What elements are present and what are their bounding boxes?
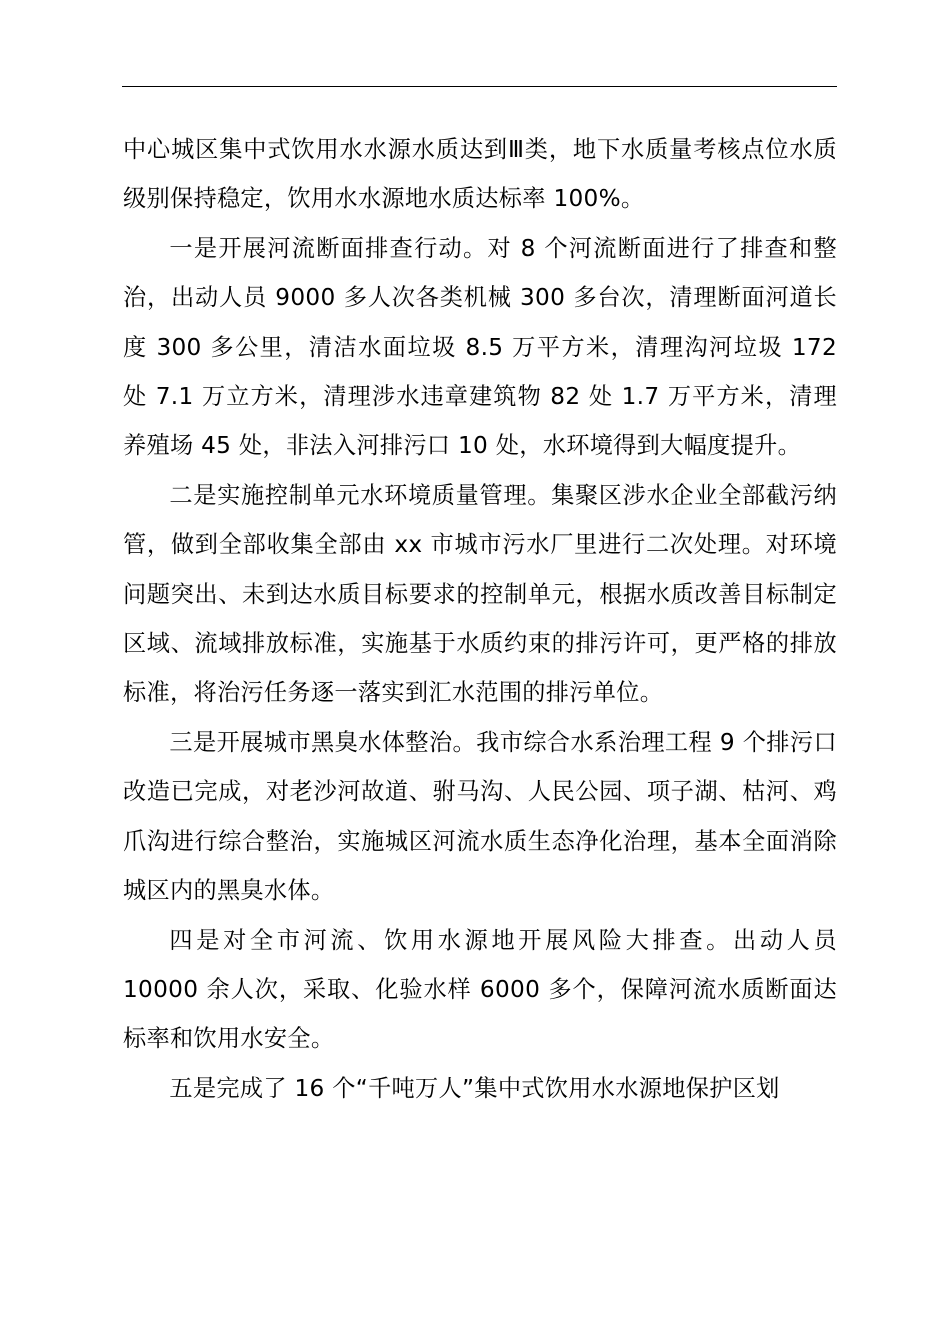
header-rule xyxy=(122,86,837,87)
paragraph-risk-inspection: 四是对全市河流、饮用水源地开展风险大排查。出动人员 10000 余人次，采取、化验水样 6000 多个，保障河流水质断面达标率和饮用水安全。 xyxy=(123,926,837,1053)
document-body xyxy=(123,125,837,1113)
paragraph-continuation: 中心城区集中式饮用水水源水质达到Ⅲ类，地下水质量考核点位水质级别保持稳定，饮用水水源地水质达标率 100%。 xyxy=(123,136,837,213)
paragraph-black-odorous-water: 三是开展城市黑臭水体整治。我市综合水系治理工程 9 个排污口改造已完成，对老沙河故道、驸马沟、人民公园、项子湖、枯河、鸡爪沟进行综合整治，实施城区河流水质生态净化治理，基本全面消除城区内的黑臭水体。 xyxy=(123,728,837,905)
paragraph-water-source-protection: 五是完成了 16 个“千吨万人”集中式饮用水水源地保护区划 xyxy=(169,1074,780,1102)
paragraph-river-section-inspection: 一是开展河流断面排查行动。对 8 个河流断面进行了排查和整治，出动人员 9000 多人次各类机械 300 多台次，清理断面河道长度 300 多公里，清洁水面垃圾 8.5 万平方米，清理沟河垃圾 172 处 7.1 万立方米，清理涉水违章建筑物 82 处 1.7 万平方米，清理养殖场 45 处，非法入河排污口 10 处，水环境得到大幅度提升。 xyxy=(123,234,837,460)
paragraph-control-unit-management: 二是实施控制单元水环境质量管理。集聚区涉水企业全部截污纳管，做到全部收集全部由 xx 市城市污水厂里进行二次处理。对环境问题突出、未到达水质目标要求的控制单元，根据水质改善目标制定区域、流域排放标准，实施基于水质约束的排污许可，更严格的排放标准，将治污任务逐一落实到汇水范围的排污单位。 xyxy=(123,481,837,707)
